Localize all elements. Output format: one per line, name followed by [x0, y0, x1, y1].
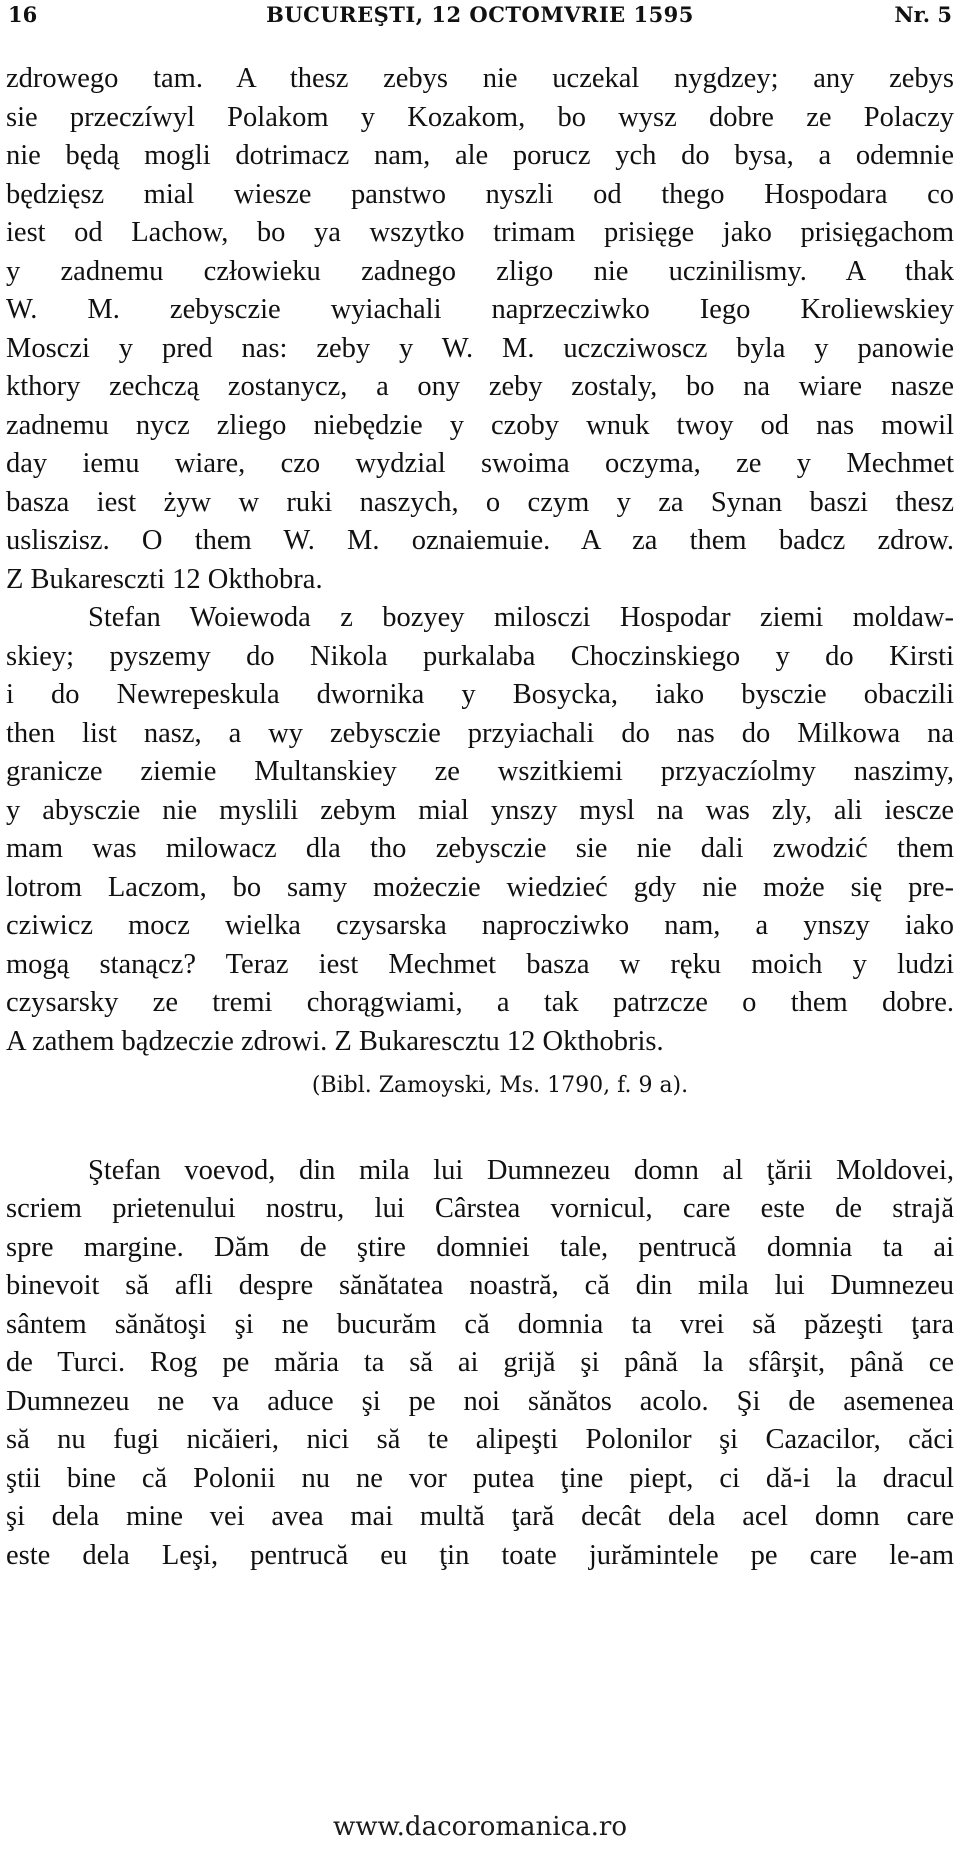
- text-line: binevoit să afli despre sănătatea noastră, că din mila lui Dumnezeu: [6, 1270, 954, 1301]
- text-line: sie przeczíwyl Polakom y Kozakom, bo wysz dobre ze Polaczy: [6, 101, 954, 133]
- text-line: Stefan Woiewoda z bozyey milosczi Hospodar ziemi moldaw-: [88, 602, 954, 633]
- polish-letter-stefan: [6, 599, 954, 1061]
- text-line: usliszisz. O them W. M. oznaiemuie. A za them badcz zdrow.: [6, 525, 954, 556]
- text-line: zadnemu nycz zliego niebędzie y czoby wnuk twoy od nas mowil: [6, 409, 954, 441]
- text-line: este dela Leşi, pentrucă eu ţin toate jurămintele pe care le-am: [6, 1539, 954, 1571]
- source-citation: (Bibl. Zamoyski, Ms. 1790, f. 9 a).: [311, 1073, 689, 1098]
- romanian-translation: [6, 1152, 954, 1576]
- text-line: day iemu wiare, czo wydzial swoima oczyma, ze y Mechmet: [6, 448, 954, 479]
- running-header: [8, 2, 952, 28]
- text-line: i do Newrepeskula dwornika y Bosycka, iako bysczie obaczili: [6, 679, 954, 710]
- text-line: A zathem bądzeczie zdrowi. Z Bukarescztu 12 Okthobris.: [6, 1025, 664, 1057]
- text-line: Dumnezeu ne va aduce şi pe noi sănătos acolo. Şi de asemenea: [6, 1385, 954, 1417]
- text-line: kthory zechczą zostanycz, a ony zeby zostaly, bo na wiare nasze: [6, 371, 954, 402]
- text-line: then list nasz, a wy zebysczie przyiachali do nas do Milkowa na: [6, 717, 954, 749]
- text-line: y abysczie nie myslili zebym mial ynszy mysl na was zly, ali iescze: [6, 794, 954, 826]
- text-line: zdrowego tam. A thesz zebys nie uczekal nygdzey; any zebys: [6, 63, 954, 94]
- text-line: scriem prietenului nostru, lui Cârstea vornicul, care este de strajă: [6, 1193, 954, 1224]
- text-line: granicze ziemie Multanskiey ze wszitkiemi przyaczíolmy naszimy,: [6, 756, 954, 787]
- text-line: y zadnemu człowieku zadnego zligo nie uczinilismy. A thak: [6, 255, 954, 287]
- text-line: będzięsz mial wiesze panstwo nyszli od thego Hospodara co: [6, 178, 954, 210]
- polish-letter-continuation: [6, 60, 954, 599]
- text-line: czysarsky ze tremi chorągwiami, a tak patrzcze o them dobre.: [6, 987, 954, 1018]
- header-title: BUCUREŞTI, 12 OCTOMVRIE 1595: [266, 2, 694, 27]
- body-text: [6, 60, 954, 1575]
- text-line: lotrom Laczom, bo samy możeczie wiedzieć gdy nie może się pre-: [6, 871, 954, 903]
- text-line: nie będą mogli dotrimacz nam, ale porucz ych do bysa, a odemnie: [6, 140, 954, 171]
- text-line: spre margine. Dăm de ştire domniei tale, pentrucă domnia ta ai: [6, 1231, 954, 1263]
- watermark-url: www.dacoromanica.ro: [332, 1812, 627, 1842]
- text-line: ştii bine că Polonii nu ne vor putea ţine piept, ci dă-i la dracul: [6, 1462, 954, 1494]
- text-line: sântem sănătoşi şi ne bucurăm că domnia ta vrei să păzeşti ţara: [6, 1308, 954, 1340]
- text-line: mogą stanącz? Teraz iest Mechmet basza w ręku moich y ludzi: [6, 948, 954, 980]
- text-line: skiey; pyszemy do Nikola purkalaba Choczinskiego y do Kirsti: [6, 640, 954, 672]
- text-line: mam was milowacz dla tho zebysczie sie nie dali zwodzić them: [6, 833, 954, 864]
- issue-number: Nr. 5: [894, 2, 952, 27]
- text-line: basza iest żyw w ruki naszych, o czym y za Synan baszi thesz: [6, 486, 954, 518]
- text-line: Z Bukaresczti 12 Okthobra.: [6, 563, 323, 595]
- text-line: W. M. zebysczie wyiachali naprzecziwko Iego Kroliewskiey: [6, 294, 954, 325]
- text-line: de Turci. Rog pe măria ta să ai grijă şi până la sfârşit, până ce: [6, 1347, 954, 1378]
- page-number: 16: [8, 2, 38, 27]
- text-line: iest od Lachow, bo ya wszytko trimam prisięge jako prisięgachom: [6, 217, 954, 248]
- text-line: cziwicz mocz wielka czysarska naprocziwko nam, a ynszy iako: [6, 910, 954, 941]
- text-line: Mosczi y pred nas: zeby y W. M. uczcziwoscz byla y panowie: [6, 332, 954, 364]
- text-line: Ştefan voevod, din mila lui Dumnezeu domn al ţării Moldovei,: [88, 1154, 954, 1186]
- text-line: să nu fugi nicăieri, nici să te alipeşti Polonilor şi Cazacilor, căci: [6, 1424, 954, 1455]
- text-line: şi dela mine vei avea mai multă ţară decât dela acel domn care: [6, 1501, 954, 1532]
